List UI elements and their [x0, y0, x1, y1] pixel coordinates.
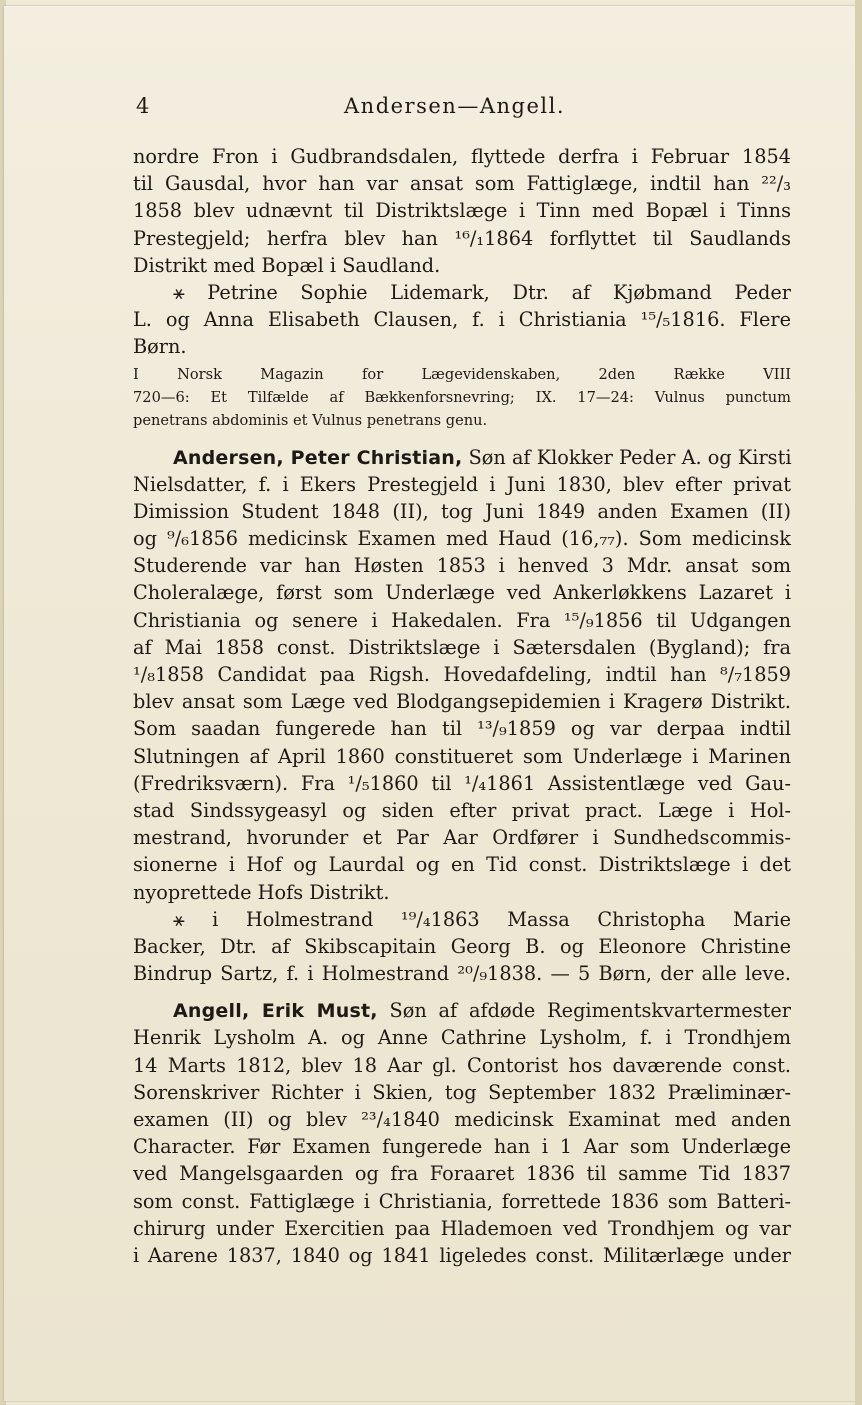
text-line: Nielsdatter, f. i Ekers Prestegjeld i Juni 1830, blev efter privat [133, 472, 791, 496]
text-line: Slutningen af April 1860 constitueret som Underlæge i Marinen [133, 744, 791, 768]
text-line: (Fredriksværn). Fra ¹/₅1860 til ¹/₄1861 Assistentlæge ved Gau- [133, 771, 791, 795]
text-line: Character. Før Examen fungerede han i 1 Aar som Underlæge [133, 1135, 791, 1159]
text-line: examen (II) og blev ²³/₄1840 medicinsk Examinat med anden [133, 1108, 791, 1131]
text-line: Distrikt med Bopæl i Saudland. [133, 253, 441, 277]
note-line: penetrans abdominis et Vulnus penetrans genu. [133, 411, 488, 429]
text-line: Børn. [133, 335, 187, 359]
text-line: blev ansat som Læge ved Blodgangsepidemien i Kragerø Distrikt. [133, 690, 791, 714]
text-line: og ⁹/₆1856 medicinsk Examen med Haud (16,₇₇). Som medicinsk [133, 527, 791, 551]
text-line: Henrik Lysholm A. og Anne Cathrine Lysholm, f. i Trondhjem [133, 1026, 791, 1050]
text-line: i Aarene 1837, 1840 og 1841 ligeledes const. Militærlæge under [133, 1243, 791, 1267]
text-line: Dimission Student 1848 (II), tog Juni 1849 anden Examen (II) [133, 499, 791, 523]
text-line: chirurg under Exercitien paa Hlademoen ved Trondhjem og var [133, 1216, 791, 1240]
page-number: 4 [136, 94, 151, 118]
previous-entry-continuation [133, 143, 791, 361]
page-body [133, 143, 791, 1269]
text-line: ¹/₈1858 Candidat paa Rigsh. Hovedafdeling, indtil han ⁸/₇1859 [133, 663, 791, 686]
entry-name: Angell, Erik Must, [173, 1000, 378, 1023]
text-line: som const. Fattiglæge i Christiania, forrettede 1836 som Batteri- [133, 1189, 791, 1213]
text-line: nordre Fron i Gudbrandsdalen, flyttede derfra i Februar 1854 [133, 145, 791, 168]
text-line: Prestegjeld; herfra blev han ¹⁶/₁1864 forflyttet til Saudlands [133, 226, 791, 250]
page-edge-right [855, 0, 862, 1405]
text-line: nyoprettede Hofs Distrikt. [133, 880, 390, 904]
text-line: til Gausdal, hvor han var ansat som Fattiglæge, indtil han ²²/₃ [133, 172, 791, 196]
text-line: Sorenskriver Richter i Skien, tog September 1832 Præliminær- [133, 1080, 791, 1104]
publication-note [133, 363, 791, 432]
note-line: 720—6: Et Tilfælde af Bækkenforsnevring; IX. 17—24: Vulnus punctum [133, 388, 791, 406]
entry-angell [133, 997, 791, 1269]
marriage-line: ⚹ Petrine Sophie Lidemark, Dtr. af Kjøbmand Peder [173, 280, 791, 304]
text-line: Som saadan fungerede han til ¹³/₉1859 og var derpaa indtil [133, 717, 791, 741]
entry-name: Andersen, Peter Christian, [173, 446, 463, 469]
text-line: stad Sindssygeasyl og siden efter privat pract. Læge i Hol- [133, 798, 791, 822]
text-line: 1858 blev udnævnt til Distriktslæge i Tinn med Bopæl i Tinns [133, 199, 791, 223]
text-line: 14 Marts 1812, blev 18 Aar gl. Contorist hos daværende const. [133, 1053, 791, 1077]
text-line: Søn af Klokker Peder A. og Kirsti [468, 445, 792, 469]
text-line: Studerende var han Høsten 1853 i henved 3 Mdr. ansat som [133, 554, 791, 578]
running-title: Andersen—Angell. [344, 94, 565, 118]
text-line: Søn af afdøde Regimentskvartermester [389, 999, 791, 1023]
text-line: ved Mangelsgaarden og fra Foraaret 1836 til samme Tid 1837 [133, 1162, 791, 1186]
text-line: af Mai 1858 const. Distriktslæge i Sætersdalen (Bygland); fra [133, 635, 791, 659]
text-line: sionerne i Hof og Laurdal og en Tid const. Distriktslæge i det [133, 853, 791, 877]
text-line: L. og Anna Elisabeth Clausen, f. i Christiania ¹⁵/₅1816. Flere [133, 308, 791, 332]
marriage-line: Bindrup Sartz, f. i Holmestrand ²⁰/₉1838. — 5 Børn, der alle leve. [133, 962, 791, 986]
marriage-line: Backer, Dtr. af Skibscapitain Georg B. og Eleonore Christine [133, 934, 791, 958]
marriage-line: ⚹ i Holmestrand ¹⁹/₄1863 Massa Christopha Marie [173, 907, 791, 931]
note-line: I Norsk Magazin for Lægevidenskaben, 2den Række VIII [133, 365, 791, 383]
text-line: Choleralæge, først som Underlæge ved Ankerløkkens Lazaret i [133, 581, 791, 605]
entry-andersen [133, 444, 791, 988]
text-line: mestrand, hvorunder et Par Aar Ordfører i Sundhedscommis- [133, 826, 791, 850]
page-header [136, 94, 796, 124]
text-line: Christiania og senere i Hakedalen. Fra ¹⁵/₉1856 til Udgangen [133, 608, 791, 632]
